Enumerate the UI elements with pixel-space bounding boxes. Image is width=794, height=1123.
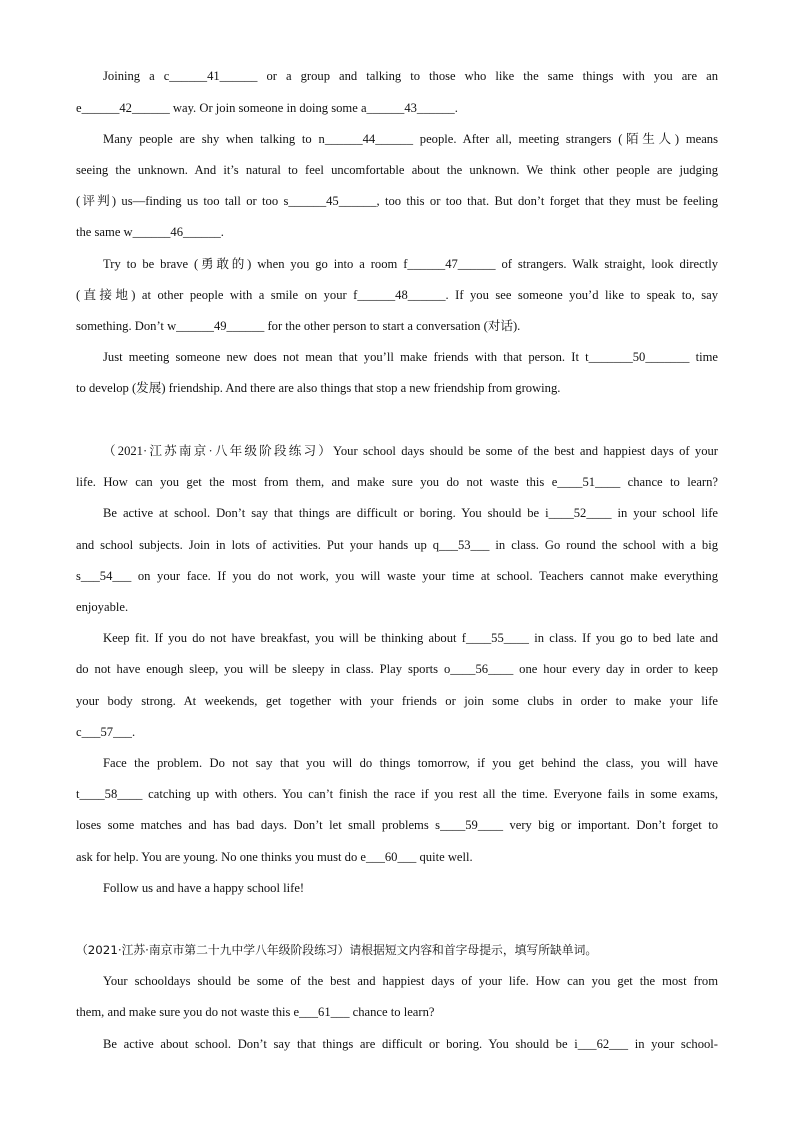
text-line: Try to be brave (勇敢的) when you go into a room f______47______ of strangers. Walk straight, look directly xyxy=(103,257,718,271)
text-line: to develop (发展) friendship. And there are also things that stop a new friendship from growing. xyxy=(76,381,561,395)
text-line: Keep fit. If you do not have breakfast, you will be thinking about f____55____ in class. If you go to bed late and xyxy=(103,631,718,645)
text-line: do not have enough sleep, you will be sleepy in class. Play sports o____56____ one hour every day in order to keep xyxy=(76,662,718,676)
text-line: Your schooldays should be some of the best and happiest days of your life. How can you get the most from xyxy=(103,974,718,988)
text-line: loses some matches and has bad days. Don’t let small problems s____59____ very big or important. Don’t forget to xyxy=(76,818,718,832)
text-line: Follow us and have a happy school life! xyxy=(103,881,305,895)
text-line: Face the problem. Do not say that you will do things tomorrow, if you get behind the class, you will have xyxy=(103,756,718,770)
text-line: (直接地) at other people with a smile on your f______48______. If you see someone you’d like to speak to, say xyxy=(76,288,718,302)
text-line: t____58____ catching up with others. You can’t finish the race if you rest all the time. Everyone fails in some exams, xyxy=(76,787,718,801)
text-line: s___54___ on your face. If you do not work, you will waste your time at school. Teachers cannot make everything xyxy=(76,569,718,583)
text-line: and school subjects. Join in lots of activities. Put your hands up q___53___ in class. Go round the school with a big xyxy=(76,538,718,552)
text-line: Be active about school. Don’t say that things are difficult or boring. You should be i___62___ in your school- xyxy=(103,1037,718,1051)
text-line: e______42______ way. Or join someone in doing some a______43______. xyxy=(76,101,458,115)
section-heading: （2021·江苏·南京市第二十九中学八年级阶段练习）请根据短文内容和首字母提示，填写所缺单词。 xyxy=(76,943,598,957)
text-line: something. Don’t w______49______ for the other person to start a conversation (对话). xyxy=(76,319,521,333)
text-line: the same w______46______. xyxy=(76,225,224,239)
text-line: Many people are shy when talking to n______44______ people. After all, meeting strangers (陌生人) means xyxy=(103,132,718,146)
text-line: enjoyable. xyxy=(76,600,129,614)
text-line: Be active at school. Don’t say that things are difficult or boring. You should be i____52____ in your school life xyxy=(103,506,718,520)
section-heading: （2021·江苏南京·八年级阶段练习）Your school days should be some of the best and happiest days of your xyxy=(103,444,718,458)
text-line: seeing the unknown. And it’s natural to feel uncomfortable about the unknown. We think other people are judging xyxy=(76,163,718,177)
text-line: life. How can you get the most from them, and make sure you do not waste this e____51____ chance to learn? xyxy=(76,475,718,489)
text-line: Joining a c______41______ or a group and talking to those who like the same things with you are an xyxy=(103,69,718,83)
text-line: them, and make sure you do not waste this e___61___ chance to learn? xyxy=(76,1005,435,1019)
text-line: ask for help. You are young. No one thinks you must do e___60___ quite well. xyxy=(76,850,473,864)
text-line: c___57___. xyxy=(76,725,136,739)
text-line: Just meeting someone new does not mean that you’ll make friends with that person. It t_______50_______ time xyxy=(103,350,718,364)
text-line: your body strong. At weekends, get together with your friends or join some clubs in order to make your life xyxy=(76,694,718,708)
text-line: (评判) us—finding us too tall or too s______45______, too this or too that. But don’t forget that they must be feeling xyxy=(76,194,718,208)
